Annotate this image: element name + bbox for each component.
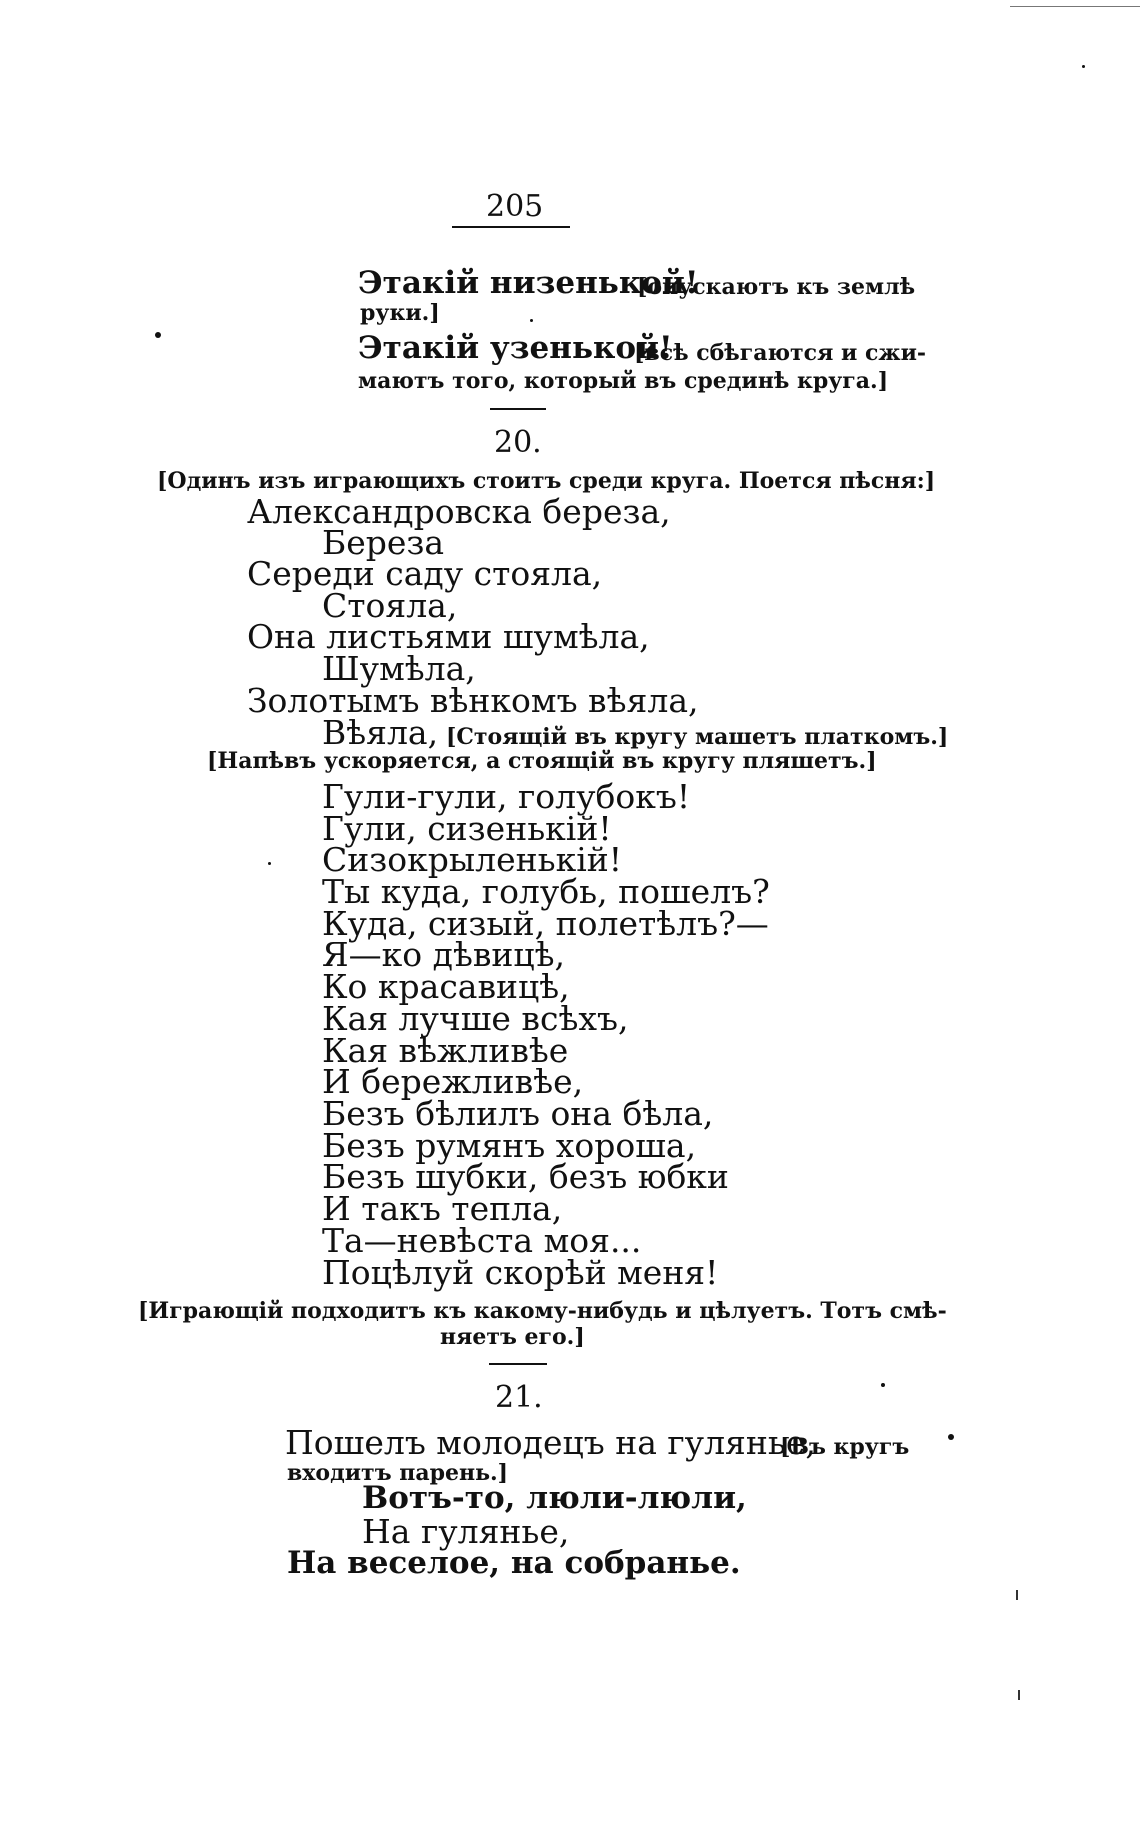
- section-divider: [490, 408, 546, 410]
- verse-line: Безъ румянъ хороша,: [322, 1126, 697, 1165]
- scan-speck: [881, 1383, 885, 1387]
- verse-line: Я—ко дѣвицѣ,: [322, 935, 566, 974]
- section-number: 21.: [495, 1380, 543, 1415]
- scan-mark: [1016, 1590, 1018, 1600]
- stage-direction: [Стоящій въ кругу машетъ платкомъ.]: [446, 724, 949, 750]
- stage-direction: [Одинъ изъ играющихъ стоитъ среди круга. Поется пѣсня:]: [157, 468, 936, 494]
- scan-speck: [268, 862, 271, 865]
- scan-speck: [530, 319, 533, 322]
- verse-line: Кая лучше всѣхъ,: [322, 999, 629, 1038]
- stage-direction: маютъ того, который въ срединѣ круга.]: [358, 368, 889, 394]
- scan-speck: [948, 1434, 954, 1440]
- verse-line: Вотъ-то, люли-люли,: [362, 1480, 747, 1516]
- verse-line: И такъ тепла,: [322, 1189, 563, 1228]
- stage-direction: [Въ кругъ: [780, 1434, 910, 1460]
- verse-line: Та—невѣста моя...: [322, 1221, 642, 1260]
- verse-line: Сизокрыленькій!: [322, 840, 623, 879]
- verse-line: Вѣяла,: [322, 713, 439, 752]
- scan-edge-line: [1010, 6, 1140, 7]
- page-number: 205: [486, 189, 544, 224]
- verse-line: Поцѣлуй скорѣй меня!: [322, 1253, 719, 1292]
- verse-line: Береза: [322, 523, 445, 562]
- stage-direction: руки.]: [360, 300, 440, 326]
- verse-line: И бережливѣе,: [322, 1062, 584, 1101]
- stage-direction: [опускаютъ къ землѣ: [637, 274, 916, 300]
- stage-direction: няетъ его.]: [440, 1324, 585, 1350]
- verse-line: Этакій узенькой!: [358, 330, 673, 366]
- verse-line: Куда, сизый, полетѣлъ?—: [322, 904, 769, 943]
- scan-speck: [1082, 65, 1085, 68]
- verse-line: Пошелъ молодецъ на гулянье,: [285, 1423, 816, 1462]
- stage-direction: [всѣ сбѣгаются и сжи-: [634, 340, 927, 366]
- verse-line: Гули-гули, голубокъ!: [322, 777, 691, 816]
- verse-line: Она листьями шумѣла,: [247, 617, 650, 656]
- stage-direction: [Играющій подходитъ къ какому-нибудь и цѣлуетъ. Тотъ смѣ-: [138, 1298, 947, 1324]
- verse-line: На веселое, на собранье.: [287, 1545, 741, 1581]
- verse-line: Александровска береза,: [247, 492, 671, 531]
- verse-line: На гулянье,: [362, 1512, 570, 1551]
- scan-mark: [1018, 1690, 1020, 1700]
- stage-direction: [Напѣвъ ускоряется, а стоящій въ кругу пляшетъ.]: [207, 748, 877, 774]
- verse-line: Кая вѣжливѣе: [322, 1031, 569, 1070]
- verse-line: Стояла,: [322, 586, 458, 625]
- stage-direction: входитъ парень.]: [287, 1460, 509, 1486]
- section-number: 20.: [494, 425, 542, 460]
- verse-line: Ты куда, голубь, пошелъ?: [322, 872, 770, 911]
- verse-line: Гули, сизенькій!: [322, 809, 612, 848]
- page-number-rule: [452, 226, 570, 228]
- section-divider: [489, 1363, 547, 1365]
- verse-line: Середи саду стояла,: [247, 554, 603, 593]
- verse-line: Ко красавицѣ,: [322, 967, 570, 1006]
- verse-line: Шумѣла,: [322, 649, 476, 688]
- verse-line: Этакій низенькой!: [358, 265, 699, 301]
- verse-line: Золотымъ вѣнкомъ вѣяла,: [247, 681, 699, 720]
- verse-line: Безъ шубки, безъ юбки: [322, 1157, 729, 1196]
- verse-line: Безъ бѣлилъ она бѣла,: [322, 1094, 714, 1133]
- scan-speck: [155, 332, 161, 338]
